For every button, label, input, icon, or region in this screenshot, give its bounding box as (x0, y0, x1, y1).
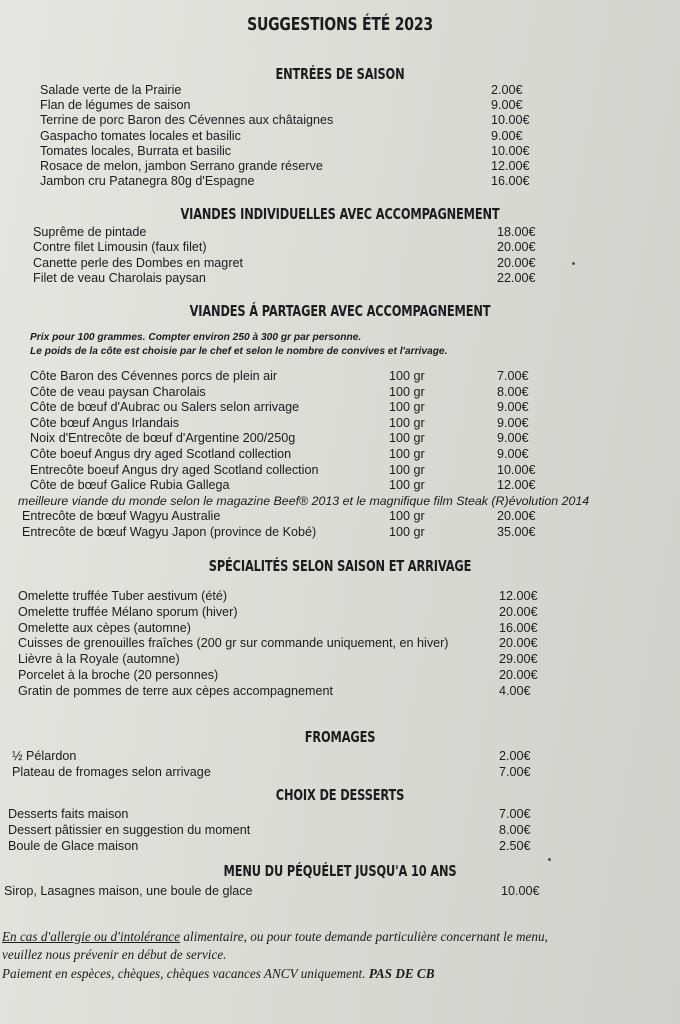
menu-item-name: Filet de veau Charolais paysan (33, 270, 206, 285)
footer-pas-de-cb: PAS DE CB (365, 966, 435, 981)
menu-item (0, 159, 680, 174)
menu-item-price: 2.00€ (499, 749, 531, 763)
menu-item-price: 29.00€ (499, 652, 538, 667)
menu-item-price: 20.00€ (499, 667, 538, 682)
menu-item (0, 98, 680, 113)
menu-item (0, 668, 680, 684)
menu-item-name: Terrine de porc Baron des Cévennes aux châtaignes (40, 113, 334, 128)
menu-item (0, 807, 680, 823)
menu-item-price: 9.00€ (491, 98, 523, 113)
heading-menu-enfant: MENU DU PÉQUÉLET JUSQU'A 10 ANS (223, 862, 457, 880)
menu-item-price: 10.00€ (497, 462, 536, 477)
menu-item-name: Côte de veau paysan Charolais (30, 384, 206, 399)
menu-item-name: Boule de Glace maison (8, 838, 139, 853)
footer-allergie-line2: veuillez nous prévenir en début de service. (2, 947, 227, 962)
menu-item (0, 144, 680, 159)
list-desserts (0, 807, 680, 854)
heading-desserts: CHOIX DE DESSERTS (275, 786, 405, 804)
menu-item (0, 684, 680, 700)
menu-item-price: 8.00€ (499, 822, 531, 837)
menu-item (0, 400, 680, 416)
menu-item (0, 225, 680, 240)
menu-item-name: Gratin de pommes de terre aux cèpes accompagnement (18, 683, 334, 698)
menu-item-name: Flan de légumes de saison (40, 98, 191, 113)
menu-item-name: Jambon cru Patanegra 80g d'Espagne (40, 174, 255, 189)
menu-item-name: Plateau de fromages selon arrivage (12, 764, 211, 779)
heading-viandes-individuelles: VIANDES INDIVIDUELLES AVEC ACCOMPAGNEMENT (180, 205, 500, 223)
menu-item-price: 2.00€ (491, 83, 523, 97)
page-title: SUGGESTIONS ÉTÉ 2023 (247, 14, 433, 35)
menu-item-price: 8.00€ (497, 384, 529, 399)
menu-item-price: 12.00€ (491, 158, 530, 173)
menu-item (0, 174, 680, 189)
menu-item (0, 416, 680, 432)
menu-item (0, 765, 680, 781)
menu-item-price: 20.00€ (497, 509, 536, 523)
menu-item (0, 589, 680, 605)
heading-specialites: SPÉCIALITÉS SELON SAISON ET ARRIVAGE (208, 557, 472, 575)
menu-item-price: 10.00€ (501, 884, 540, 898)
list-viandes-partager (0, 369, 680, 494)
quote-meilleure-viande: meilleure viande du monde selon le magazine Beef® 2013 et le magnifique film Steak (R)évolution 2014 (18, 494, 590, 508)
menu-item-price: 12.00€ (499, 589, 538, 603)
menu-item-price: 18.00€ (497, 225, 536, 239)
menu-item-price: 20.00€ (499, 636, 538, 651)
menu-item-price: 35.00€ (497, 524, 536, 539)
menu-item-price: 9.00€ (497, 415, 529, 430)
menu-item-name: Sirop, Lasagnes maison, une boule de glace (4, 884, 253, 898)
menu-item-price: 22.00€ (497, 270, 536, 285)
footer-allergie-underlined: En cas d'allergie ou d'intolérance (2, 929, 181, 944)
menu-item-name: ½ Pélardon (12, 749, 77, 763)
menu-item-price: 20.00€ (499, 604, 538, 619)
menu-item (0, 509, 680, 525)
menu-item-qty: 100 gr (389, 431, 425, 446)
menu-item-name: Tomates locales, Burrata et basilic (40, 143, 232, 158)
menu-item (0, 478, 680, 494)
heading-viandes-partager: VIANDES Á PARTAGER AVEC ACCOMPAGNEMENT (189, 302, 491, 320)
list-entrees (0, 83, 680, 189)
menu-item-name: Côte de bœuf d'Aubrac ou Salers selon arrivage (30, 400, 300, 415)
menu-item (0, 525, 680, 541)
heading-entrees: ENTRÉES DE SAISON (275, 65, 405, 83)
menu-item-price: 16.00€ (491, 174, 530, 189)
note-prix: Prix pour 100 grammes. Compter environ 250 à 300 gr par personne. (30, 332, 362, 343)
menu-item (0, 369, 680, 385)
menu-item (0, 256, 680, 271)
menu-item (0, 129, 680, 144)
menu-item-name: Côte boeuf Angus dry aged Scotland collection (30, 446, 292, 461)
menu-item-name: Côte de bœuf Galice Rubia Gallega (30, 478, 230, 493)
menu-item (0, 431, 680, 447)
menu-item-qty: 100 gr (389, 415, 425, 430)
menu-item-price: 10.00€ (491, 113, 530, 128)
menu-item-price: 4.00€ (499, 683, 531, 698)
menu-item (0, 447, 680, 463)
menu-item-price: 20.00€ (497, 255, 536, 270)
menu-item-name: Noix d'Entrecôte de bœuf d'Argentine 200/250g (30, 431, 296, 446)
menu-item-name: Salade verte de la Prairie (40, 83, 182, 97)
menu-item-name: Omelette aux cèpes (automne) (18, 620, 191, 635)
menu-item (0, 839, 680, 855)
menu-item-name: Suprême de pintade (33, 225, 147, 239)
menu-item-price: 10.00€ (491, 143, 530, 158)
menu-item (0, 463, 680, 479)
menu-item (0, 621, 680, 637)
menu-item-name: Gaspacho tomates locales et basilic (40, 128, 241, 143)
footer-paiement (2, 966, 435, 982)
menu-item-price: 9.00€ (491, 128, 523, 143)
heading-fromages: FROMAGES (304, 728, 376, 746)
menu-item-qty: 100 gr (389, 462, 425, 477)
menu-item-name: Omelette truffée Mélano sporum (hiver) (18, 604, 238, 619)
menu-item-name: Cuisses de grenouilles fraîches (200 gr sur commande uniquement, en hiver) (18, 636, 449, 651)
menu-item-qty: 100 gr (389, 400, 425, 415)
list-viandes-individuelles (0, 225, 680, 286)
menu-item-name: Rosace de melon, jambon Serrano grande réserve (40, 158, 323, 173)
menu-item-price: 7.00€ (497, 369, 529, 383)
menu-item (0, 113, 680, 128)
menu-item-qty: 100 gr (389, 524, 425, 539)
menu-item-name: Côte Baron des Cévennes porcs de plein air (30, 369, 278, 383)
menu-item-price: 16.00€ (499, 620, 538, 635)
menu-item-name: Desserts faits maison (8, 807, 129, 821)
menu-item-price: 20.00€ (497, 240, 536, 255)
menu-item (0, 271, 680, 286)
menu-item (0, 652, 680, 668)
menu-item (0, 823, 680, 839)
menu-item-name: Dessert pâtissier en suggestion du moment (8, 822, 251, 837)
menu-item-qty: 100 gr (389, 509, 425, 523)
list-menu-enfant (0, 884, 680, 900)
menu-item (0, 884, 680, 900)
menu-item-name: Contre filet Limousin (faux filet) (33, 240, 207, 255)
menu-item-name: Entrecôte de bœuf Wagyu Australie (22, 509, 221, 523)
menu-item-name: Entrecôte de bœuf Wagyu Japon (province de Kobé) (22, 524, 317, 539)
menu-item (0, 240, 680, 255)
menu-item (0, 605, 680, 621)
footer-allergie-rest: alimentaire, ou pour toute demande particulière concernant le menu, (180, 929, 548, 944)
paper-mark (572, 262, 575, 265)
menu-item-price: 2.50€ (499, 838, 531, 853)
footer-paiement-text: Paiement en espèces, chèques, chèques vacances ANCV uniquement. (2, 966, 366, 981)
menu-item-price: 12.00€ (497, 478, 536, 493)
menu-item-name: Entrecôte boeuf Angus dry aged Scotland collection (30, 462, 319, 477)
menu-item-price: 9.00€ (497, 431, 529, 446)
menu-item (0, 636, 680, 652)
list-fromages (0, 749, 680, 780)
menu-item-name: Côte bœuf Angus Irlandais (30, 415, 180, 430)
menu-item-price: 7.00€ (499, 807, 531, 821)
menu-item-name: Canette perle des Dombes en magret (33, 255, 244, 270)
menu-item-qty: 100 gr (389, 446, 425, 461)
list-specialites (0, 589, 680, 700)
footer-allergie (2, 929, 548, 945)
menu-item-qty: 100 gr (389, 478, 425, 493)
note-poids: Le poids de la côte est choisie par le chef et selon le nombre de convives et l'arrivage. (30, 346, 448, 357)
menu-item (0, 83, 680, 98)
menu-item (0, 385, 680, 401)
paper-mark (548, 858, 551, 861)
menu-item-price: 9.00€ (497, 400, 529, 415)
menu-item-name: Porcelet à la broche (20 personnes) (18, 667, 219, 682)
menu-item-qty: 100 gr (389, 369, 425, 383)
menu-item-price: 7.00€ (499, 764, 531, 779)
menu-item-name: Lièvre à la Royale (automne) (18, 652, 180, 667)
menu-item (0, 749, 680, 765)
menu-item-price: 9.00€ (497, 446, 529, 461)
menu-item-qty: 100 gr (389, 384, 425, 399)
menu-item-name: Omelette truffée Tuber aestivum (été) (18, 589, 228, 603)
list-viandes-wagyu (0, 509, 680, 540)
